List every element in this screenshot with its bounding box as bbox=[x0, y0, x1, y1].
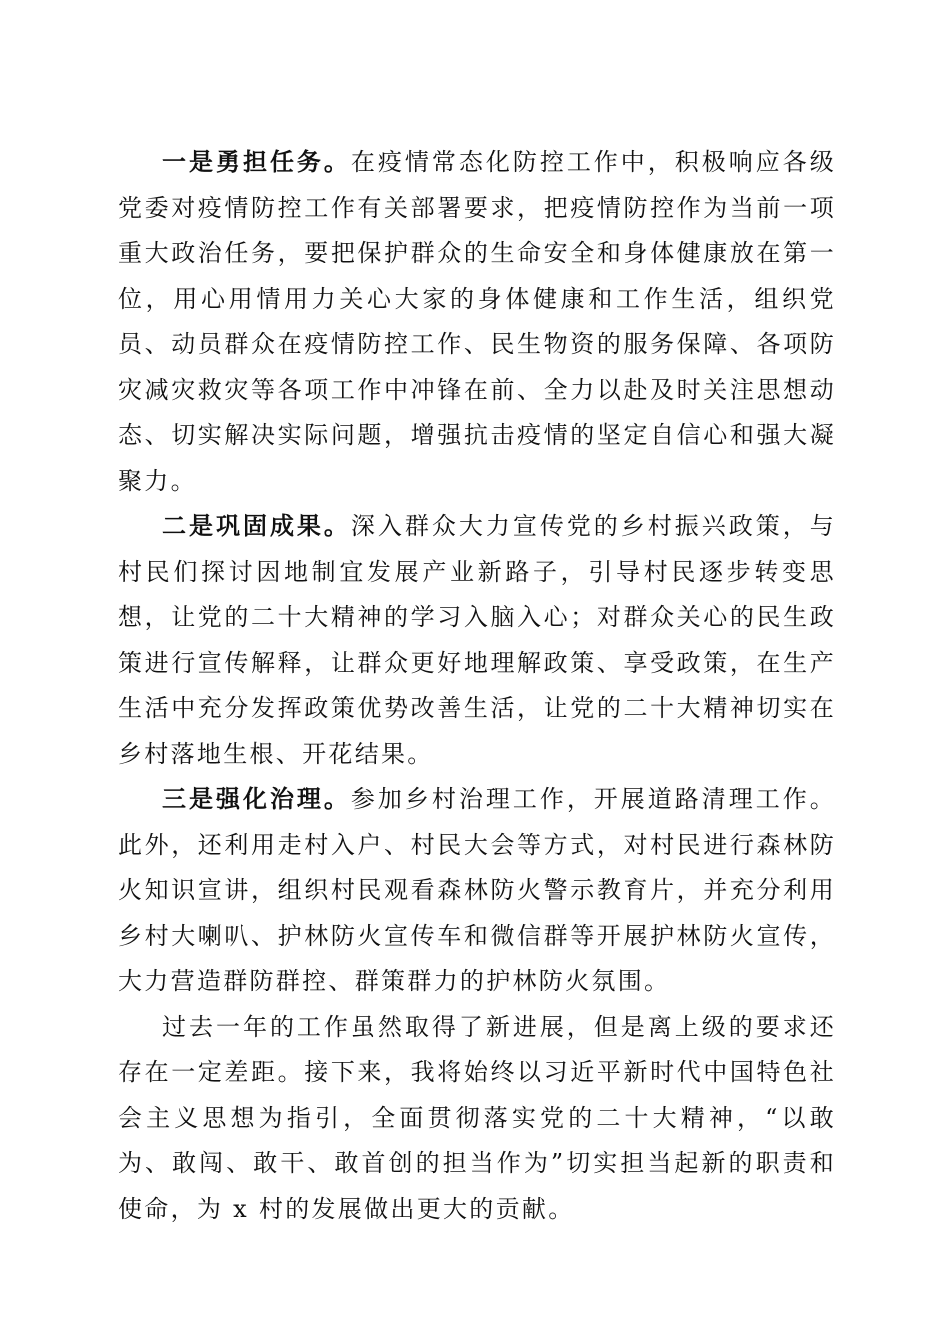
paragraph-governance bbox=[118, 777, 836, 1005]
paragraph-body: 在疫情常态化防控工作中，积极响应各级党委对疫情防控工作有关部署要求，把疫情防控作为当前一项重大政治任务，要把保护群众的生命安全和身体健康放在第一位，用心用情用力关心大家的身体健康和工作生活，组织党员、动员群众在疫情防控工作、民生物资的服务保障、各项防灾减灾救灾等各项工作中冲锋在前、全力以赴及时关注思想动态、切实解决实际问题，增强抗击疫情的坚定自信心和强大凝聚力。 bbox=[118, 148, 836, 495]
paragraph-heading: 一是勇担任务。 bbox=[162, 148, 351, 176]
paragraph-task bbox=[118, 140, 836, 504]
document-page bbox=[118, 140, 836, 1232]
paragraph-results bbox=[118, 504, 836, 777]
paragraph-heading: 二是巩固成果。 bbox=[162, 512, 351, 540]
paragraph-summary bbox=[118, 1005, 836, 1233]
paragraph-body: 过去一年的工作虽然取得了新进展，但是离上级的要求还存在一定差距。接下来，我将始终以习近平新时代中国特色社会主义思想为指引，全面贯彻落实党的二十大精神，“以敢为、敢闯、敢干、敢首创的担当作为”切实担当起新的职责和使命，为 x 村的发展做出更大的贡献。 bbox=[118, 1012, 836, 1223]
paragraph-body: 深入群众大力宣传党的乡村振兴政策，与村民们探讨因地制宜发展产业新路子，引导村民逐步转变思想，让党的二十大精神的学习入脑入心；对群众关心的民生政策进行宣传解释，让群众更好地理解政策、享受政策，在生产生活中充分发挥政策优势改善生活，让党的二十大精神切实在乡村落地生根、开花结果。 bbox=[118, 512, 836, 768]
paragraph-body: 参加乡村治理工作，开展道路清理工作。此外，还利用走村入户、村民大会等方式，对村民进行森林防火知识宣讲，组织村民观看森林防火警示教育片，并充分利用乡村大喇叭、护林防火宣传车和微信群等开展护林防火宣传，大力营造群防群控、群策群力的护林防火氛围。 bbox=[118, 785, 836, 995]
paragraph-heading: 三是强化治理。 bbox=[162, 785, 351, 813]
